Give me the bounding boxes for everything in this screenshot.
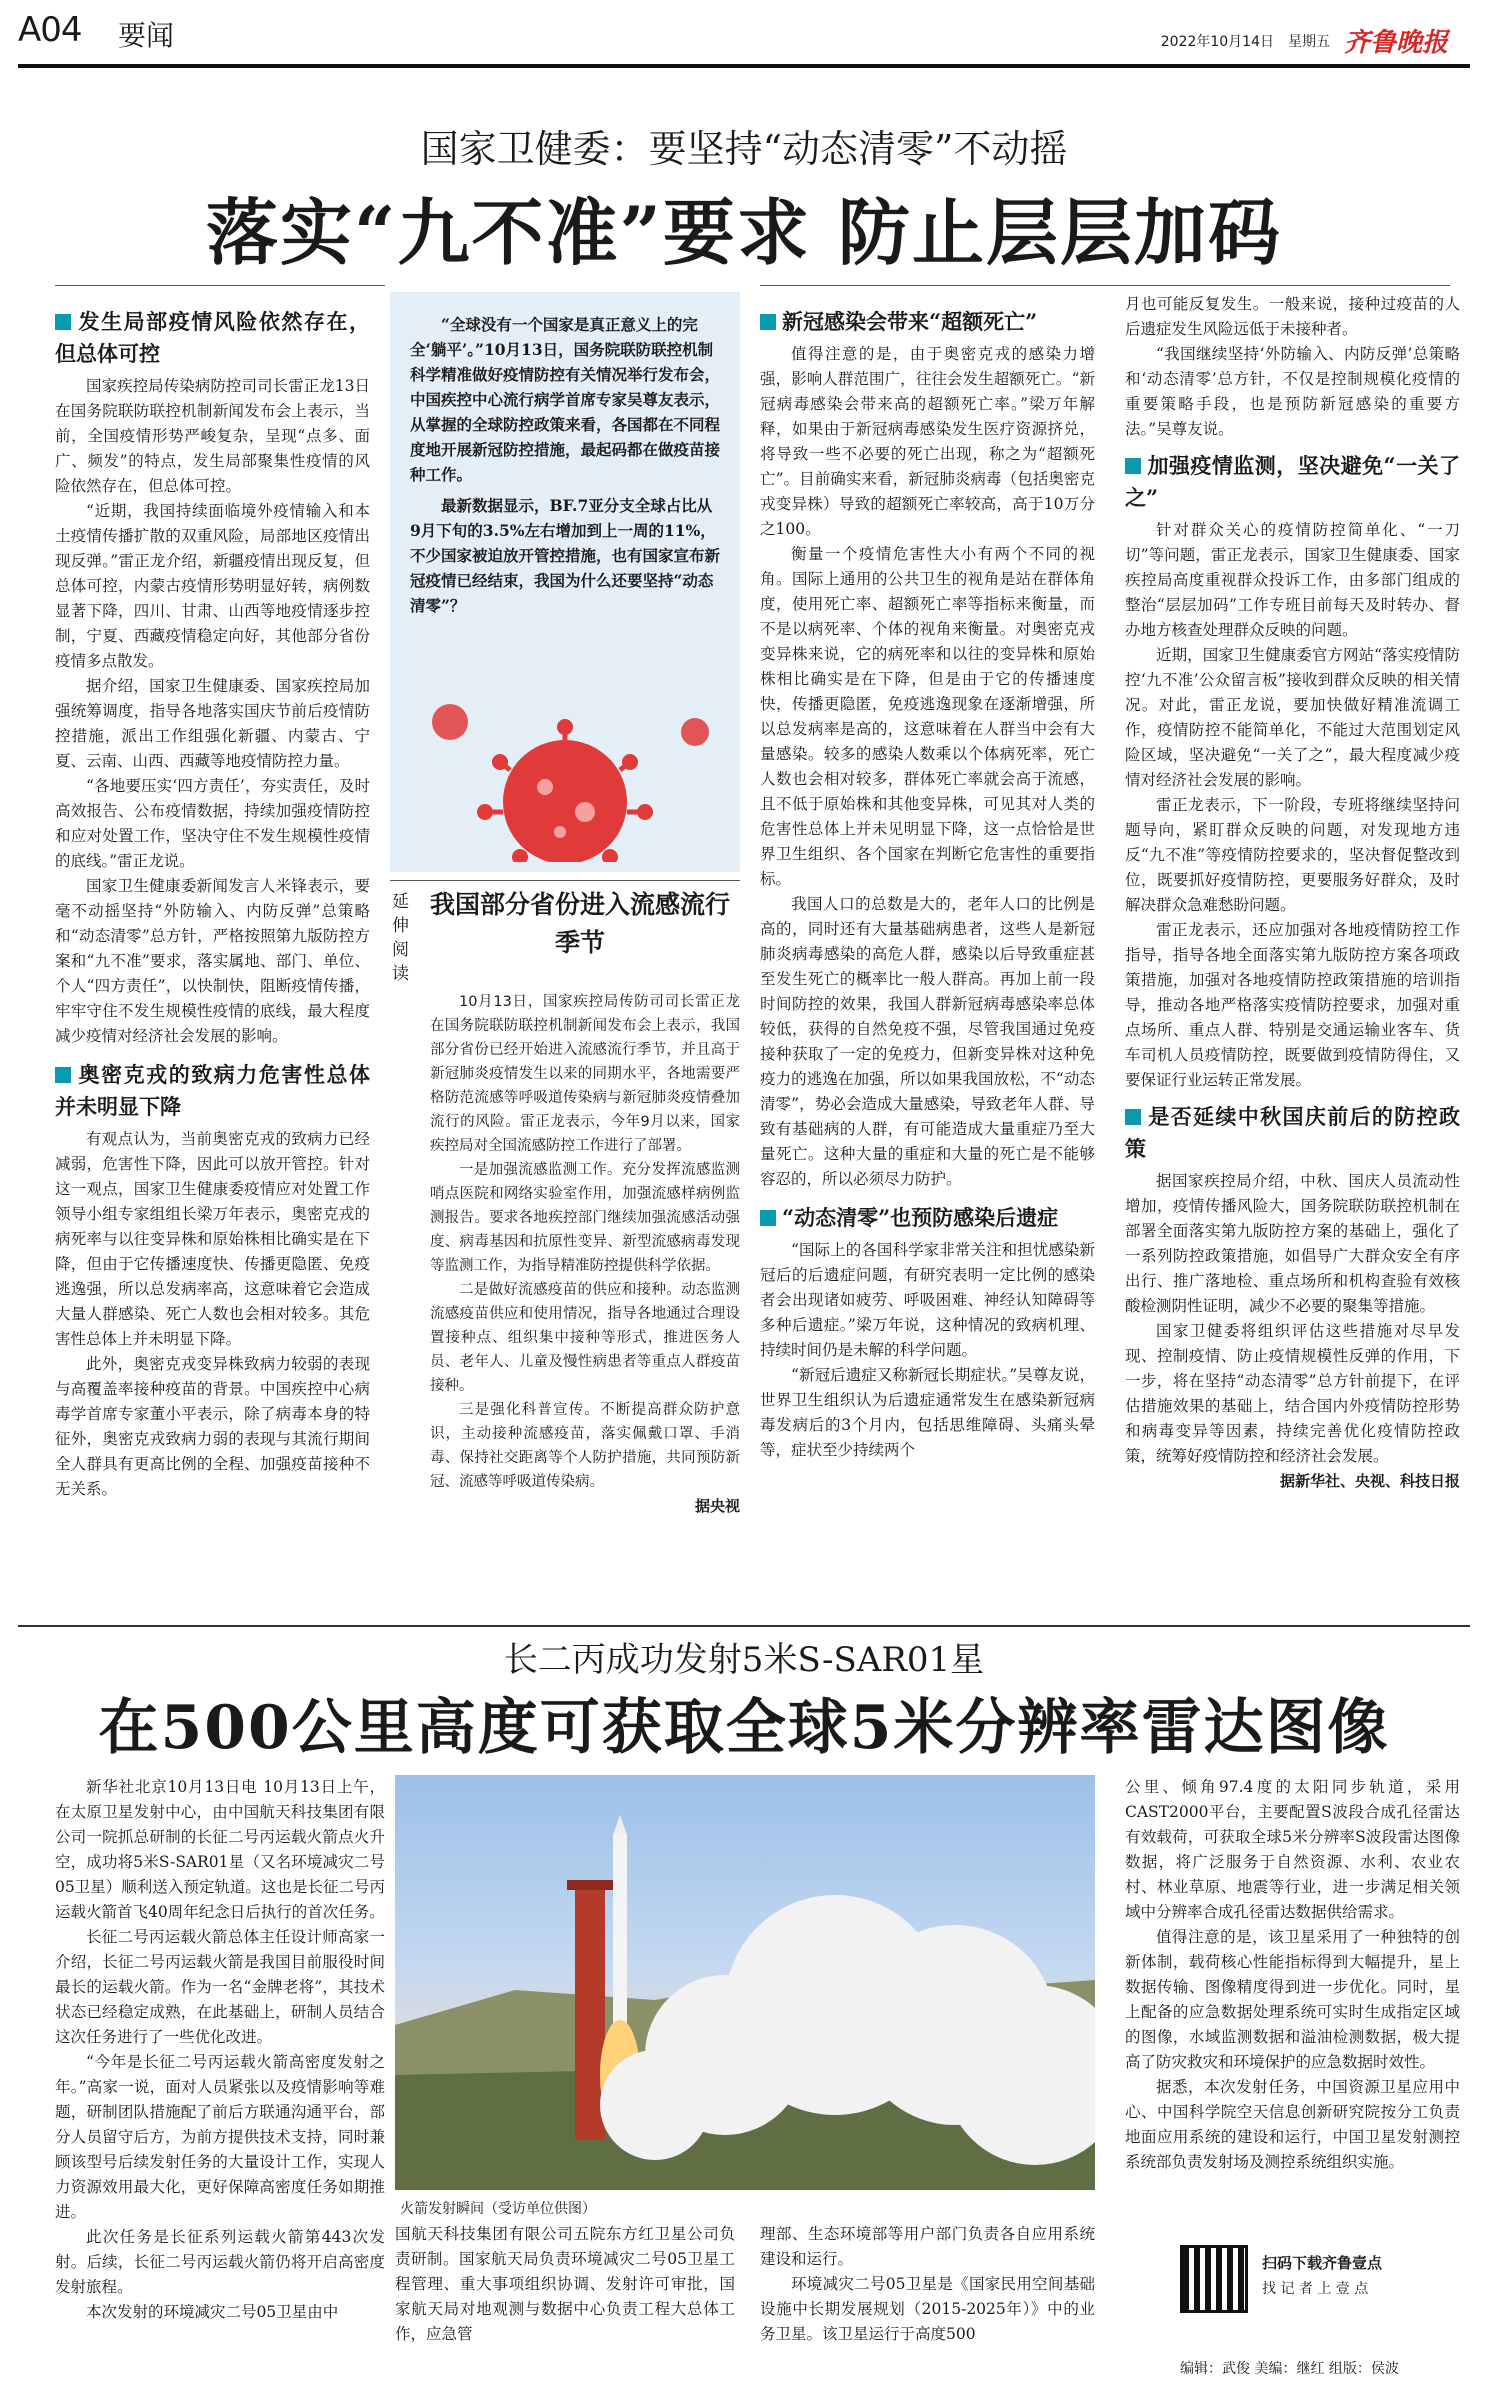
- story1-kicker: 国家卫健委：要坚持“动态清零”不动摇: [420, 127, 1068, 171]
- qr-text: 扫码下载齐鲁壹点: [1262, 2254, 1383, 2272]
- sidebar-title: 我国部分省份进入流感流行季节: [429, 890, 730, 957]
- story2-column-1: 新华社北京10月13日电 10月13日上午，在太原卫星发射中心，由中国航天科技集团有限公司一院抓总研制的长征二号丙运载火箭点火升空，成功将5米S-SAR01星（又名环境减灾二号05卫星）顺利送入预定轨道。这也是长征二号丙运载火箭首飞40周年纪念日后执行的首次任务。 长征二号丙运载火箭总体主任设计师高家一介绍，长征二号丙运载火箭是我国目前服役时间最长的运载火箭。作为一名“金牌老将”，其技术状态已经稳定成熟，在此基础上，研制人员结合这次任务进行了一些优化改进。 “今年是长征二号丙运载火箭高密度发射之年。”高家一说，面对人员紧张以及疫情影响等难题，研制团队措施配了前后方联通沟通平台，部分人员留守后方，为前方提供技术支持，同时兼顾该型号后续发射任务的大量设计工作，实现人力资源效用最大化，更好保障高密度任务如期推进。 此次任务是长征系列运载火箭第443次发射。后续，长征二号丙运载火箭仍将开启高密度发射旅程。 本次发射的环境减灾二号05卫星由中: [55, 1778, 385, 2321]
- page-number: A04: [18, 10, 82, 50]
- divider: [55, 285, 385, 286]
- square-marker-icon: [55, 314, 71, 330]
- sidebar-tag: 延伸阅读: [392, 892, 409, 984]
- square-marker-icon: [1125, 1109, 1141, 1125]
- story1-column-3: 新冠感染会带来“超额死亡” 值得注意的是，由于奥密克戎的感染力增强，影响人群范围广，往往会发生超额死亡。“新冠病毒感染会带来高的超额死亡率。”梁万年解释，如果由于新冠病毒感染发生医疗资源挤兑，将导致一些不必要的死亡出现，称之为“超额死亡”。目前确实来看，新冠肺炎病毒（包括奥密克戎变异株）导致的超额死亡率较高，高于10万分之100。 衡量一个疫情危害性大小有两个不同的视角。国际上通用的公共卫生的视角是站在群体角度，使用死亡率、超额死亡率等指标来衡量，而不是以病死率、个体的视角来衡量。对奥密克戎变异株来说，它的病死率和以往的变异株和原始株相比确实是在下降，但是由于它的传播速度快，传播更隐匿，免疫逃逸现象在逐渐增强，所以总发病率是高的，这意味着在人群当中会有大量感染。较多的感染人数乘以个体病死率，死亡人数也会相对较多，群体死亡率就会高于流感，且不低于原始株和其他变异株，可见其对人类的危害性总体上并未见明显下降，这一点恰恰是世界卫生组织、各个国家在判断它危害性的重要指标。 我国人口的总数是大的，老年人口的比例是高的，同时还有大量基础病患者，这些人是新冠肺炎病毒感染的高危人群，感染以后导致重症甚至发生死亡的概率比一般人群高。再加上前一段时间防控的效果，我国人群新冠病毒感染率总体较低，获得的自然免疫不强，尽管我国通过免疫接种获取了一定的免疫力，但新变异株对这种免疫力的逃逸在加强，所以如果我国放松，不“动态清零”，势必会造成大量感染，导致老年人群、导致有基础病的人群，有可能造成大量重症乃至大量死亡。这种大量的重症和大量的死亡是不能够容忍的，所以必须尽力防护。 “动态清零”也预防感染后遗症 “国际上的各国科学家非常关注和担忧感染新冠后的后遗症问题，有研究表明一定比例的感染者会出现诸如疲劳、呼吸困难、神经认知障碍等多种后遗症。”梁万年说，这种情况的致病机理、持续时间仍是未解的科学问题。 “新冠后遗症又称新冠长期症状。”吴尊友说，世界卫生组织认为后遗症通常发生在感染新冠病毒发病后的3个月内，包括思维障碍、头痛头晕等，症状至少持续两个: [760, 300, 1095, 1463]
- story1-headline: 落实“九不准”要求 防止层层加码: [206, 190, 1282, 275]
- section-name: 要闻: [118, 19, 175, 52]
- story2-kicker: 长二丙成功发射5米S-SAR01星: [503, 1640, 985, 1680]
- sidebar-source: 据央视: [694, 1497, 740, 1515]
- virus-illustration: [390, 692, 740, 862]
- story1-source: 据新华社、央视、科技日报: [1279, 1472, 1460, 1490]
- divider: [760, 285, 1450, 286]
- square-marker-icon: [760, 314, 776, 330]
- issue-weekday: 星期五: [1287, 33, 1330, 50]
- issue-date: 2022年10月14日: [1160, 33, 1274, 50]
- story2-under-photo-2: 理部、生态环境部等用户部门负责各自应用系统建设和运行。 环境减灾二号05卫星是《国家民用空间基础设施中长期发展规划（2015-2025年）》中的业务卫星。该卫星运行于高度500: [760, 2225, 1095, 2343]
- subhead: 新冠感染会带来“超额死亡”: [760, 306, 1095, 338]
- story2-headline: 在500公里高度可获取全球5米分辨率雷达图像: [98, 1693, 1390, 1763]
- subhead: 加强疫情监测，坚决避免“一关了之”: [1125, 453, 1460, 510]
- rocket-launch-photo: [395, 1775, 1095, 2190]
- newspaper-logo: 齐鲁晚报: [1343, 28, 1448, 58]
- story-divider: [18, 1625, 1470, 1627]
- story2-column-4: 公里、倾角97.4度的太阳同步轨道，采用CAST2000平台，主要配置S波段合成孔径雷达有效载荷，可获取全球5米分辨率S波段雷达图像数据，将广泛服务于自然资源、水利、农业农村、林业草原、地震等行业，进一步满足相关领域中分辨率合成孔径雷达数据供给需求。 值得注意的是，该卫星采用了一种独特的创新体制，载荷核心性能指标得到大幅提升，星上数据传输、图像精度得到进一步优化。同时，星上配备的应急数据处理系统可实时生成指定区域的图像，水域监测数据和溢油检测数据，极大提高了防灾救灾和环境保护的应急数据时效性。 据悉，本次发射任务，中国资源卫星应用中心、中国科学院空天信息创新研究院按分工负责地面应用系统的建设和运行，中国卫星发射测控系统部负责发射场及测控系统组织实施。: [1125, 1778, 1460, 2171]
- subhead: 奥密克戎的致病力危害性总体并未明显下降: [55, 1062, 370, 1119]
- qr-subtext: 找 记 者 上 壹 点: [1262, 2281, 1369, 2297]
- subhead: 发生局部疫情风险依然存在，但总体可控: [55, 309, 370, 366]
- subhead: “动态清零”也预防感染后遗症: [760, 1202, 1095, 1234]
- editor-credits: 编辑：武俊 美编：继红 组版：侯波: [1180, 2361, 1399, 2377]
- photo-caption: 火箭发射瞬间（受访单位供图）: [400, 2201, 596, 2217]
- qr-code[interactable]: [1180, 2245, 1248, 2313]
- square-marker-icon: [55, 1067, 71, 1083]
- sidebar-body: 10月13日，国家疾控局传防司司长雷正龙在国务院联防联控机制新闻发布会上表示，我国部分省份已经开始进入流感流行季节，并且高于新冠肺炎疫情发生以来的同期水平，各地需要严格防范流感等呼吸道传染病与新冠肺炎疫情叠加流行的风险。雷正龙表示，今年9月以来，国家疾控局对全国流感防控工作进行了部署。 一是加强流感监测工作。充分发挥流感监测哨点医院和网络实验室作用，加强流感样病例监测报告。要求各地疾控部门继续加强流感活动强度、病毒基因和抗原性变异、新型流感病毒发现等监测工作，为指导精准防控提供科学依据。 二是做好流感疫苗的供应和接种。动态监测流感疫苗供应和使用情况，指导各地通过合理设置接种点、组织集中接种等形式，推进医务人员、老年人、儿童及慢性病患者等重点人群疫苗接种。 三是强化科普宣传。不断提高群众防护意识，主动接种流感疫苗，落实佩戴口罩、手消毒、保持社交距离等个人防护措施，共同预防新冠、流感等呼吸道传染病。 据央视: [430, 990, 740, 1518]
- story1-column-1: 发生局部疫情风险依然存在，但总体可控 国家疾控局传染病防控司司长雷正龙13日在国务院联防联控机制新闻发布会上表示，当前，全国疫情形势严峻复杂，呈现“点多、面广、频发”的特点，发生局部聚集性疫情的风险依然存在，但总体可控。 “近期，我国持续面临境外疫情输入和本土疫情传播扩散的双重风险，局部地区疫情出现反弹。”雷正龙介绍，新疆疫情出现反复，但总体可控，内蒙古疫情形势明显好转，病例数显著下降，四川、甘肃、山西等地疫情逐步控制，宁夏、西藏疫情稳定向好，其他部分省份疫情多点散发。 据介绍，国家卫生健康委、国家疾控局加强统筹调度，指导各地落实国庆节前后疫情防控措施，派出工作组强化新疆、内蒙古、宁夏、云南、山西、西藏等地疫情防控力量。 “各地要压实‘四方责任’，夯实责任，及时高效报告、公布疫情数据，持续加强疫情防控和应对处置工作，坚决守住不发生规模性疫情的底线。”雷正龙说。 国家卫生健康委新闻发言人米锋表示，要毫不动摇坚持“外防输入、内防反弹”总策略和“动态清零”总方针，严格按照第九版防控方案和“九不准”要求，落实属地、部门、单位、个人“四方责任”，以快制快，阻断疫情传播，牢牢守住不发生规模性疫情的底线，最大程度减少疫情对经济社会发展的影响。 奥密克戎的致病力危害性总体并未明显下降 有观点认为，当前奥密克戎的致病力已经减弱，危害性下降，因此可以放开管控。针对这一观点，国家卫生健康委疫情应对处置工作领导小组专家组组长梁万年表示，奥密克戎的病死率与以往变异株和原始株相比确实是在下降，但由于它传播速度快、传播更隐匿、免疫逃逸强，所以总发病率高，这意味着它会造成大量人群感染、死亡人数也会相对较多。其危害性总体上并未明显下降。 此外，奥密克戎变异株致病力较弱的表现与高覆盖率接种疫苗的背景。中国疾控中心病毒学首席专家董小平表示，除了病毒本身的特征外，奥密克戎致病力弱的表现与其流行期间全人群具有更高比例的全程、加强疫苗接种不无关系。: [55, 300, 370, 1502]
- square-marker-icon: [760, 1210, 776, 1226]
- launch-scene-illustration: [395, 1775, 1095, 2190]
- header-rule: [18, 64, 1470, 68]
- story2-under-photo-1: 国航天科技集团有限公司五院东方红卫星公司负责研制。国家航天局负责环境减灾二号05卫星工程管理、重大事项组织协调、发射许可审批，国家航天局对地观测与数据中心负责工程大总体工作，应急管: [395, 2225, 735, 2343]
- header-meta: [1161, 22, 1448, 59]
- square-marker-icon: [1125, 458, 1141, 474]
- subhead: 是否延续中秋国庆前后的防控政策: [1125, 1104, 1460, 1161]
- divider: [390, 880, 740, 881]
- pull-quote-box: “全球没有一个国家是真正意义上的完全‘躺平’。”10月13日，国务院联防联控机制科学精准做好疫情防控有关情况举行发布会，中国疾控中心流行病学首席专家吴尊友表示，从掌握的全球防控政策来看，各国都在不同程度地开展新冠防控措施，最起码都在做疫苗接种工作。 最新数据显示，BF.7亚分支全球占比从9月下旬的3.5%左右增加到上一周的11%，不少国家被迫放开管控措施，也有国家宣布新冠疫情已经结束，我国为什么还要坚持“动态清零”？: [390, 292, 740, 872]
- story1-column-4: 月也可能反复发生。一般来说，接种过疫苗的人后遗症发生风险远低于未接种者。 “我国继续坚持‘外防输入、内防反弹’总策略和‘动态清零’总方针，不仅是控制规模化疫情的重要策略手段，也是预防新冠感染的重要方法。”吴尊友说。 加强疫情监测，坚决避免“一关了之” 针对群众关心的疫情防控简单化、“一刀切”等问题，雷正龙表示，国家卫生健康委、国家疾控局高度重视群众投诉工作，由多部门组成的整治“层层加码”工作专班目前每天及时转办、督办地方核查处理群众反映的问题。 近期，国家卫生健康委官方网站“落实疫情防控‘九不准’公众留言板”接收到群众反映的相关情况。对此，雷正龙说，要加快做好精准流调工作，疫情防控不能简单化，不能过大范围划定风险区域，坚决避免“一关了之”，最大程度减少疫情对经济社会发展的影响。 雷正龙表示，下一阶段，专班将继续坚持问题导向，紧盯群众反映的问题，对发现地方违反“九不准”等疫情防控要求的，坚决督促整改到位，既要抓好疫情防控，更要服务好群众，及时解决群众急难愁盼问题。 雷正龙表示，还应加强对各地疫情防控工作指导，指导各地全面落实第九版防控方案各项政策措施，加强对各地疫情防控政策措施的培训指导，推动各地严格落实疫情防控要求，加强对重点场所、重点人群、特别是交通运输业客车、货车司机人员疫情防控，既要做到疫情防得住，又要保证行业运转正常发展。 是否延续中秋国庆前后的防控政策 据国家疾控局介绍，中秋、国庆人员流动性增加，疫情传播风险大，国务院联防联控机制在部署全面落实第九版防控方案的基础上，强化了一系列防控政策措施，如倡导广大群众安全有序出行、推广落地检、重点场所和机构查验有效核酸检测阴性证明，减少不必要的聚集等措施。 国家卫健委将组织评估这些措施对尽早发现、控制疫情、防止疫情规模性反弹的作用，下一步，将在坚持“动态清零”总方针前提下，在评估措施效果的基础上，结合国内外疫情防控形势和病毒变异等因素，持续完善优化疫情防控政策，统筹好疫情防控和经济社会发展。 据新华社、央视、科技日报: [1125, 292, 1460, 1494]
